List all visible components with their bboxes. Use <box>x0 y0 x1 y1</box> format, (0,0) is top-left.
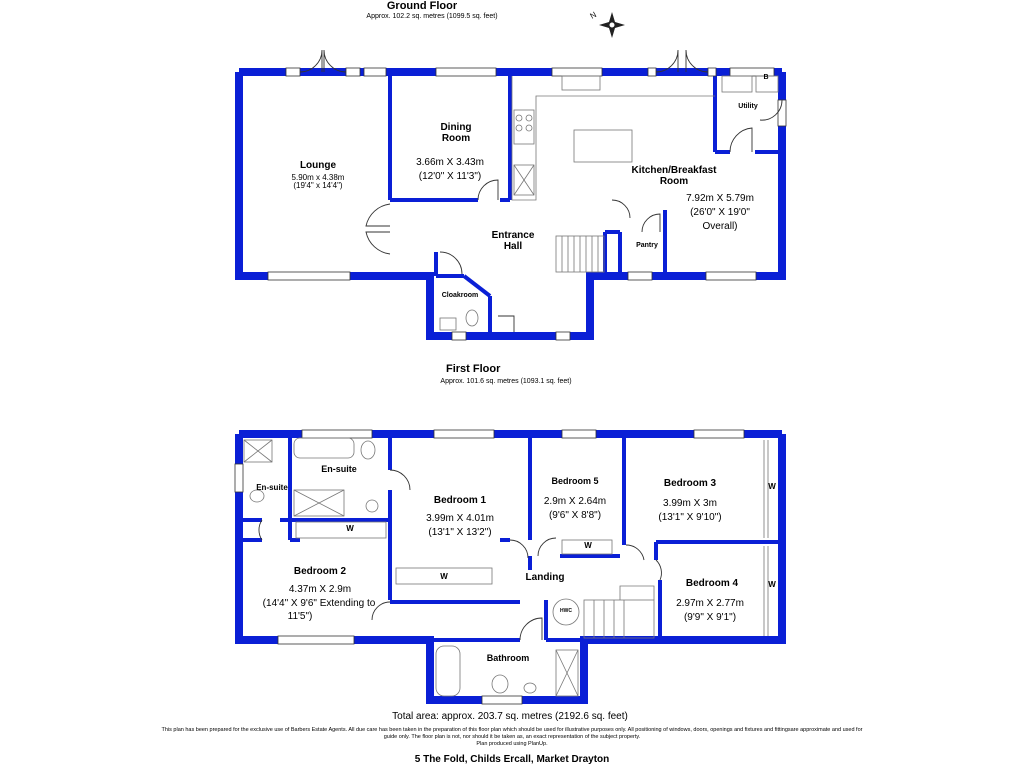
room-label-ensuite-small: En-suite <box>256 483 288 492</box>
room-label-bathroom: Bathroom <box>486 653 530 663</box>
wardrobe-label: W <box>768 482 776 491</box>
bedroom-4-dimension-metric: 2.97m X 2.77m <box>676 598 744 609</box>
compass-icon <box>589 10 626 38</box>
first-floor-title: First Floor <box>446 363 501 375</box>
wardrobe-label: W <box>584 541 592 550</box>
bedroom-3-dimension-imperial: (13'1" X 9'10") <box>658 512 722 523</box>
property-address: 5 The Fold, Childs Ercall, Market Drayton <box>414 754 610 765</box>
bedroom-5-dimension-metric: 2.9m X 2.64m <box>543 496 607 507</box>
wardrobe-label: W <box>346 524 354 533</box>
svg-text:N: N <box>588 10 599 21</box>
room-label-kitchen: Kitchen/Breakfast Room <box>631 165 717 187</box>
bedroom-3-dimension-metric: 3.99m X 3m <box>663 498 717 509</box>
room-label-bedroom-4: Bedroom 4 <box>685 578 739 589</box>
kitchen-dimension-metric: 7.92m X 5.79m <box>686 193 754 204</box>
bedroom-2-dimension-imperial: (14'4" X 9'6" Extending to <box>262 598 376 609</box>
room-label-bedroom-2: Bedroom 2 <box>293 566 347 577</box>
wardrobe-label: W <box>768 580 776 589</box>
bedroom-4-dimension-imperial: (9'9" X 9'1") <box>683 612 737 623</box>
dining-dimension-metric: 3.66m X 3.43m <box>416 157 484 168</box>
bedroom-1-dimension-metric: 3.99m X 4.01m <box>426 513 494 524</box>
lounge-dimension-metric: 5.90m x 4.38m <box>291 173 345 182</box>
room-label-entrance-hall: Entrance Hall <box>491 230 535 252</box>
disclaimer-text: This plan has been prepared for the exclusive use of Barbers Estate Agents. All due care has been taken in the preparation of this floor plan which should be used for illustrative purposes only. All positioning of windows, doors, openings and fixtures and fittingsare approximate and used for guide only. The floor plan is not, nor should it be taken as, an exact representation of the subject property. <box>161 727 863 740</box>
bedroom-1-dimension-imperial: (13'1" X 13'2") <box>428 527 492 538</box>
total-area: Total area: approx. 203.7 sq. metres (2192.6 sq. feet) <box>392 711 628 722</box>
room-label-bedroom-5: Bedroom 5 <box>551 476 599 486</box>
room-label-utility: Utility <box>738 103 758 110</box>
room-label-lounge: Lounge <box>299 160 337 171</box>
ground-floor-title: Ground Floor <box>386 0 458 12</box>
room-label-hwc: HWC <box>560 608 572 614</box>
room-label-cloakroom: Cloakroom <box>441 292 479 299</box>
ground-floor-area: Approx. 102.2 sq. metres (1099.5 sq. feet) <box>366 13 498 20</box>
room-label-bedroom-1: Bedroom 1 <box>433 495 487 506</box>
dining-dimension-imperial: (12'0" X 11'3") <box>418 171 482 182</box>
room-label-ensuite-main: En-suite <box>321 464 357 474</box>
kitchen-dimension-imperial: (26'0" X 19'0" <box>690 207 750 218</box>
room-label-landing: Landing <box>525 572 565 583</box>
bedroom-2-dimension-note: 11'5") <box>287 611 313 622</box>
bedroom-5-dimension-imperial: (9'6" X 8'8") <box>548 510 602 521</box>
bedroom-2-dimension-metric: 4.37m X 2.9m <box>288 584 352 595</box>
room-label-bedroom-3: Bedroom 3 <box>663 478 717 489</box>
boiler-label: B <box>763 74 769 81</box>
room-label-pantry: Pantry <box>636 242 658 249</box>
first-floor-area: Approx. 101.6 sq. metres (1093.1 sq. feet) <box>440 378 572 385</box>
lounge-dimension-imperial: (19'4" x 14'4") <box>293 181 343 190</box>
kitchen-dimension-note: Overall) <box>702 221 738 232</box>
wardrobe-label: W <box>440 572 448 581</box>
plan-credit: Plan produced using PlanUp. <box>476 741 548 747</box>
room-label-dining: Dining Room <box>440 122 472 144</box>
